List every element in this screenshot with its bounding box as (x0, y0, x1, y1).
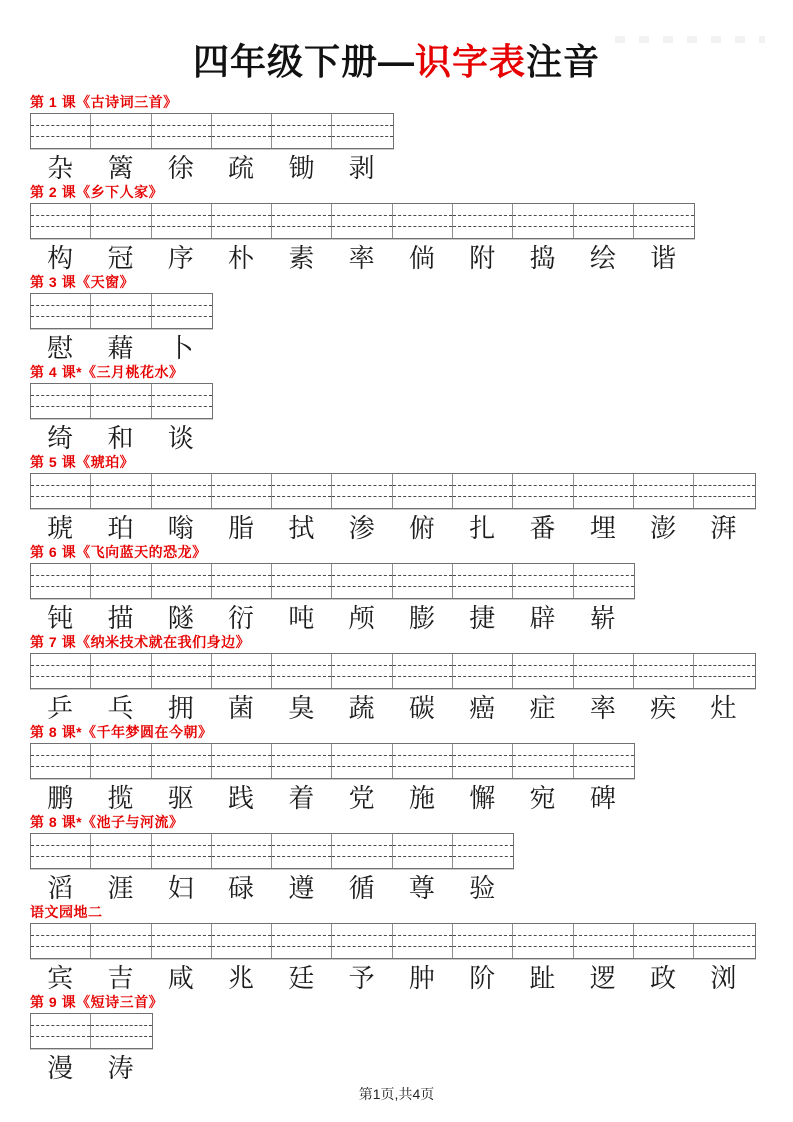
character: 谐 (650, 244, 677, 274)
character: 拭 (288, 514, 315, 544)
character: 膨 (408, 604, 435, 634)
character: 捷 (469, 604, 496, 634)
pinyin-cell (574, 564, 634, 598)
pinyin-cell (212, 834, 272, 868)
pinyin-cell (212, 474, 272, 508)
character: 钝 (47, 604, 74, 634)
character: 妇 (167, 874, 194, 904)
pinyin-grid (30, 653, 756, 689)
character: 率 (589, 694, 616, 724)
pinyin-cell (91, 114, 151, 148)
character: 扎 (469, 514, 496, 544)
character-row (30, 515, 754, 543)
character: 慰 (47, 334, 74, 364)
character: 碌 (228, 874, 255, 904)
character: 埋 (589, 514, 616, 544)
pinyin-cell (272, 834, 332, 868)
pinyin-cell (91, 564, 151, 598)
character: 锄 (288, 154, 315, 184)
pinyin-cell (332, 744, 392, 778)
character-row (30, 605, 633, 633)
character: 构 (47, 244, 74, 274)
pinyin-cell (152, 564, 212, 598)
pinyin-cell (152, 474, 212, 508)
pinyin-cell (91, 1014, 151, 1048)
lesson-header: 第 5 课《琥珀》 (30, 454, 135, 470)
title-highlight: 识字表 (414, 41, 526, 82)
pinyin-cell (513, 204, 573, 238)
pinyin-cell (31, 744, 91, 778)
character: 尊 (408, 874, 435, 904)
character: 涛 (107, 1054, 134, 1084)
pinyin-grid (30, 743, 635, 779)
page-number: 第1页,共4页 (358, 1086, 435, 1102)
character: 嗡 (167, 514, 194, 544)
character: 附 (469, 244, 496, 274)
character: 漫 (47, 1054, 74, 1084)
character: 蔬 (348, 694, 375, 724)
pinyin-grid (30, 473, 756, 509)
pinyin-cell (31, 474, 91, 508)
pinyin-cell (31, 654, 91, 688)
character: 疾 (650, 694, 677, 724)
pinyin-cell (272, 564, 332, 598)
character: 番 (529, 514, 556, 544)
character: 朴 (228, 244, 255, 274)
pinyin-cell (332, 564, 392, 598)
pinyin-cell (453, 654, 513, 688)
pinyin-cell (152, 294, 212, 328)
pinyin-cell (91, 474, 151, 508)
pinyin-cell (272, 744, 332, 778)
character: 崭 (589, 604, 616, 634)
pinyin-cell (453, 474, 513, 508)
pinyin-cell (31, 564, 91, 598)
pinyin-cell (332, 114, 392, 148)
character: 篱 (107, 154, 134, 184)
character: 碳 (408, 694, 435, 724)
pinyin-cell (393, 834, 453, 868)
lesson-section (30, 724, 793, 814)
pinyin-cell (91, 924, 151, 958)
character: 率 (348, 244, 375, 274)
pinyin-cell (513, 564, 573, 598)
pinyin-grid (30, 1013, 153, 1049)
character: 验 (469, 874, 496, 904)
pinyin-cell (332, 204, 392, 238)
character: 剥 (348, 154, 375, 184)
lesson-header: 第 4 课*《三月桃花水》 (30, 364, 184, 380)
pinyin-cell (212, 924, 272, 958)
pinyin-cell (453, 204, 513, 238)
pinyin-cell (574, 924, 634, 958)
lesson-section (30, 544, 793, 634)
character: 脂 (228, 514, 255, 544)
pinyin-cell (31, 384, 91, 418)
character-row (30, 425, 211, 453)
character: 践 (228, 784, 255, 814)
pinyin-cell (393, 924, 453, 958)
pinyin-cell (634, 204, 694, 238)
pinyin-cell (513, 474, 573, 508)
character: 渗 (348, 514, 375, 544)
pinyin-cell (31, 834, 91, 868)
pinyin-cell (574, 744, 634, 778)
character: 遵 (288, 874, 315, 904)
faint-watermark (615, 36, 765, 43)
character: 施 (408, 784, 435, 814)
pinyin-cell (393, 204, 453, 238)
pinyin-cell (31, 1014, 91, 1048)
character: 吉 (107, 964, 134, 994)
pinyin-cell (272, 654, 332, 688)
character: 肿 (408, 964, 435, 994)
lesson-section (30, 994, 793, 1084)
pinyin-cell (694, 654, 754, 688)
character-row (30, 155, 392, 183)
character: 滔 (47, 874, 74, 904)
character: 浏 (710, 964, 737, 994)
character: 驱 (167, 784, 194, 814)
pinyin-cell (332, 474, 392, 508)
character: 兆 (228, 964, 255, 994)
pinyin-cell (212, 114, 272, 148)
character: 循 (348, 874, 375, 904)
pinyin-cell (272, 474, 332, 508)
character: 阶 (469, 964, 496, 994)
lesson-sections-list (30, 94, 793, 1084)
lesson-header: 第 1 课《古诗词三首》 (30, 94, 178, 110)
pinyin-grid (30, 833, 514, 869)
pinyin-cell (393, 744, 453, 778)
character: 隧 (167, 604, 194, 634)
pinyin-cell (453, 564, 513, 598)
pinyin-cell (272, 114, 332, 148)
pinyin-cell (91, 834, 151, 868)
character: 俯 (408, 514, 435, 544)
pinyin-cell (212, 204, 272, 238)
lesson-header: 第 9 课《短诗三首》 (30, 994, 164, 1010)
pinyin-grid (30, 293, 213, 329)
character: 菌 (228, 694, 255, 724)
character: 臭 (288, 694, 315, 724)
pinyin-cell (272, 924, 332, 958)
lesson-section (30, 94, 793, 184)
character: 衍 (228, 604, 255, 634)
character: 绮 (47, 424, 74, 454)
character: 鹏 (47, 784, 74, 814)
pinyin-cell (513, 654, 573, 688)
pinyin-cell (513, 744, 573, 778)
pinyin-cell (212, 744, 272, 778)
pinyin-cell (393, 474, 453, 508)
character-row (30, 785, 633, 813)
pinyin-grid (30, 113, 394, 149)
pinyin-cell (31, 924, 91, 958)
lesson-header: 第 3 课《天窗》 (30, 274, 135, 290)
pinyin-grid (30, 203, 695, 239)
character: 颅 (348, 604, 375, 634)
character: 政 (650, 964, 677, 994)
pinyin-cell (212, 564, 272, 598)
pinyin-cell (574, 204, 634, 238)
lesson-header: 第 8 课*《池子与河流》 (30, 814, 184, 830)
character: 冠 (107, 244, 134, 274)
pinyin-cell (152, 654, 212, 688)
pinyin-cell (634, 474, 694, 508)
character: 灶 (710, 694, 737, 724)
lesson-header: 第 2 课《乡下人家》 (30, 184, 164, 200)
character: 拥 (167, 694, 194, 724)
character: 吨 (288, 604, 315, 634)
character: 澎 (650, 514, 677, 544)
pinyin-cell (393, 654, 453, 688)
title-prefix: 四年级下册— (192, 41, 415, 82)
pinyin-cell (31, 204, 91, 238)
character: 疏 (228, 154, 255, 184)
lesson-section (30, 904, 793, 994)
character: 捣 (529, 244, 556, 274)
character: 辟 (529, 604, 556, 634)
pinyin-grid (30, 923, 756, 959)
pinyin-cell (634, 924, 694, 958)
character: 琥 (47, 514, 74, 544)
pinyin-cell (152, 114, 212, 148)
character: 序 (167, 244, 194, 274)
character: 描 (107, 604, 134, 634)
pinyin-cell (453, 834, 513, 868)
pinyin-cell (332, 924, 392, 958)
character: 涯 (107, 874, 134, 904)
character: 逻 (589, 964, 616, 994)
lesson-section (30, 814, 793, 904)
lesson-header: 第 7 课《纳米技术就在我们身边》 (30, 634, 251, 650)
title-suffix: 注音 (526, 41, 601, 82)
pinyin-cell (91, 654, 151, 688)
character-row (30, 1055, 151, 1083)
pinyin-cell (513, 924, 573, 958)
pinyin-cell (453, 924, 513, 958)
lesson-header: 第 6 课《飞向蓝天的恐龙》 (30, 544, 207, 560)
pinyin-cell (152, 744, 212, 778)
character-row (30, 875, 512, 903)
character: 着 (288, 784, 315, 814)
pinyin-cell (634, 654, 694, 688)
character: 党 (348, 784, 375, 814)
pinyin-cell (212, 654, 272, 688)
pinyin-cell (152, 384, 212, 418)
lesson-section (30, 274, 793, 364)
pinyin-grid (30, 563, 635, 599)
character: 癌 (469, 694, 496, 724)
character: 湃 (710, 514, 737, 544)
pinyin-cell (453, 744, 513, 778)
character: 懈 (469, 784, 496, 814)
character: 乒 (47, 694, 74, 724)
lesson-section (30, 454, 793, 544)
character: 徐 (167, 154, 194, 184)
character: 绘 (589, 244, 616, 274)
pinyin-cell (152, 204, 212, 238)
character-row (30, 695, 754, 723)
pinyin-cell (152, 924, 212, 958)
character: 碑 (589, 784, 616, 814)
pinyin-cell (91, 294, 151, 328)
pinyin-cell (694, 924, 754, 958)
character: 宾 (47, 964, 74, 994)
character-row (30, 965, 754, 993)
pinyin-cell (31, 114, 91, 148)
lesson-header: 语文园地二 (30, 904, 103, 920)
lesson-section (30, 364, 793, 454)
pinyin-cell (332, 834, 392, 868)
pinyin-cell (91, 204, 151, 238)
pinyin-cell (31, 294, 91, 328)
character: 和 (107, 424, 134, 454)
character: 倘 (408, 244, 435, 274)
character-row (30, 245, 693, 273)
character: 症 (529, 694, 556, 724)
lesson-section (30, 634, 793, 724)
character-row (30, 335, 211, 363)
character: 谈 (167, 424, 194, 454)
character: 趾 (529, 964, 556, 994)
pinyin-cell (91, 384, 151, 418)
character: 廷 (288, 964, 315, 994)
character: 咸 (167, 964, 194, 994)
lesson-section (30, 184, 793, 274)
pinyin-cell (393, 564, 453, 598)
pinyin-cell (574, 474, 634, 508)
character: 藉 (107, 334, 134, 364)
pinyin-cell (694, 474, 754, 508)
character: 杂 (47, 154, 74, 184)
pinyin-cell (152, 834, 212, 868)
pinyin-cell (332, 654, 392, 688)
pinyin-cell (91, 744, 151, 778)
pinyin-cell (574, 654, 634, 688)
character: 予 (348, 964, 375, 994)
pinyin-cell (272, 204, 332, 238)
lesson-header: 第 8 课*《千年梦圆在今朝》 (30, 724, 213, 740)
character: 珀 (107, 514, 134, 544)
character: 乓 (107, 694, 134, 724)
character: 宛 (529, 784, 556, 814)
pinyin-grid (30, 383, 213, 419)
character: 揽 (107, 784, 134, 814)
character: 素 (288, 244, 315, 274)
character: 卜 (167, 334, 194, 364)
